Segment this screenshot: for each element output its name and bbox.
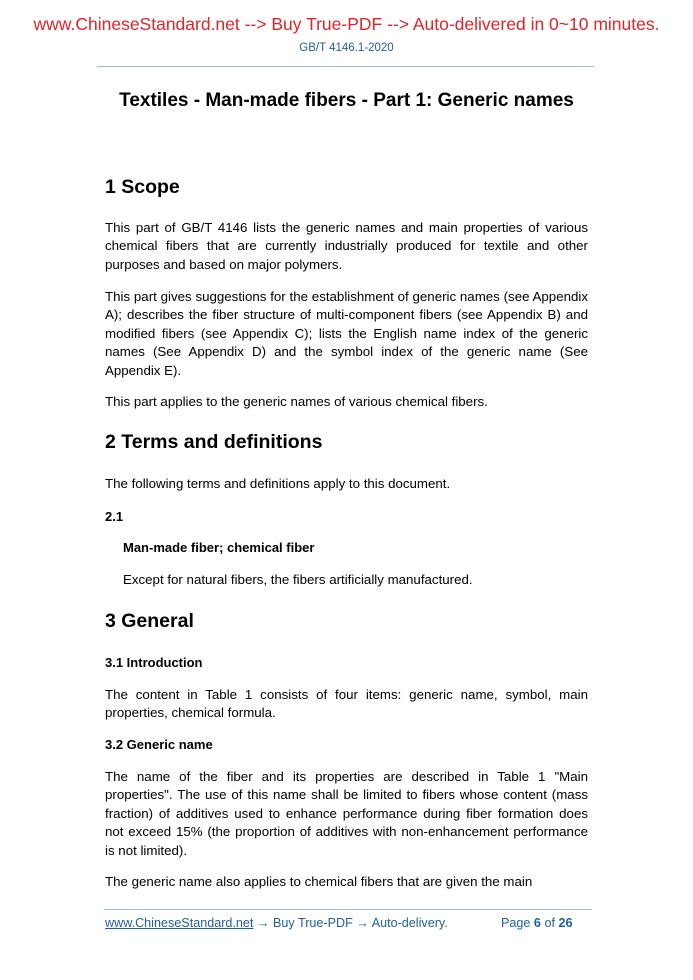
introduction-paragraph: The content in Table 1 consists of four items: generic name, symbol, main properties, chemical formula. <box>105 687 588 721</box>
subsection-heading-introduction: 3.1 Introduction <box>105 655 203 670</box>
term-name: Man-made fiber; chemical fiber <box>123 540 315 555</box>
total-pages: 26 <box>558 916 573 930</box>
section-heading-scope: 1 Scope <box>105 176 180 198</box>
document-title: Textiles - Man-made fibers - Part 1: Generic names <box>119 90 574 111</box>
scope-paragraph-2: This part gives suggestions for the establishment of generic names (see Appendix A); describes the fiber structure of multi-component fibers (see Appendix B) and modified fibers (see Appendix C); lists the English name index of the generic names (See Appendix D) and the symbol index of the generic name (See Appendix E). <box>105 289 588 378</box>
scope-paragraph-3: This part applies to the generic names of various chemical fibers. <box>105 394 488 409</box>
page-label: Page <box>501 916 531 930</box>
promo-banner[interactable]: www.ChineseStandard.net --> Buy True-PDF --> Auto-delivered in 0~10 minutes. <box>33 14 660 34</box>
term-definition: Except for natural fibers, the fibers artificially manufactured. <box>123 572 473 587</box>
page-number: 6 <box>533 916 541 930</box>
page-indicator <box>501 916 572 930</box>
of-label: of <box>544 916 555 930</box>
header-divider <box>97 66 594 67</box>
generic-name-paragraph-2: The generic name also applies to chemical fibers that are given the main <box>105 874 533 889</box>
terms-intro: The following terms and definitions apply to this document. <box>105 476 451 491</box>
scope-paragraph-1: This part of GB/T 4146 lists the generic names and main properties of various chemical fibers that are currently industrially produced for textile and other purposes and based on major polymers. <box>105 220 588 272</box>
footer-divider <box>104 909 592 910</box>
section-heading-terms: 2 Terms and definitions <box>105 431 323 453</box>
footer-site-link[interactable]: www.ChineseStandard.net <box>105 916 254 930</box>
generic-name-paragraph-1: The name of the fiber and its properties are described in Table 1 "Main properties". The use of this name shall be limited to fibers whose content (mass fraction) of additives used to enhance performance during fiber formation does not exceed 15% (the proportion of additives with non-enhancement performance is not limited). <box>105 769 588 858</box>
section-heading-general: 3 General <box>105 610 194 632</box>
footer-promo <box>105 916 448 930</box>
standard-id: GB/T 4146.1-2020 <box>299 42 394 54</box>
footer-promo-text: → Buy True-PDF → Auto-delivery. <box>253 916 448 930</box>
subsection-heading-generic-name: 3.2 Generic name <box>105 737 213 752</box>
clause-number: 2.1 <box>105 509 124 524</box>
